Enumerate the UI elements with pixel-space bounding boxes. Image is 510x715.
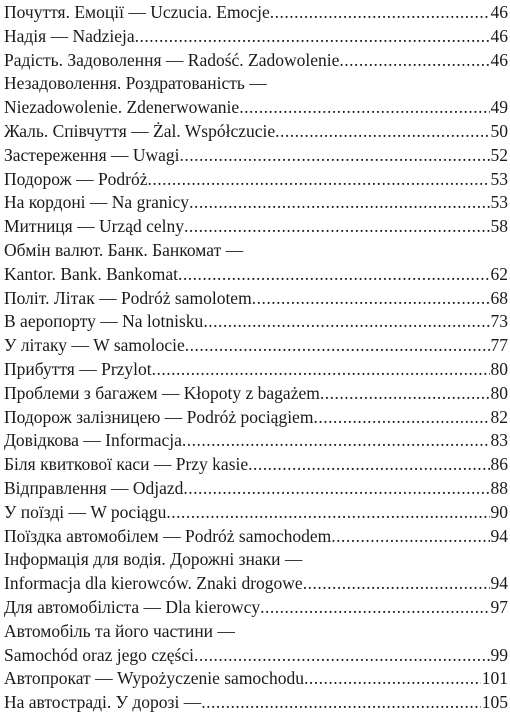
- dot-leader: [331, 525, 489, 549]
- table-of-contents: [4, 1, 508, 715]
- toc-entry-title: Радість. Задоволення — Radość. Zadowolenie: [4, 49, 340, 70]
- toc-page-number: 90: [490, 501, 508, 522]
- dot-leader: [201, 691, 481, 715]
- toc-entry-line: [4, 49, 508, 73]
- toc-page-number: 50: [490, 120, 508, 141]
- toc-page-number: 101: [481, 668, 508, 689]
- toc-page-number: 73: [490, 311, 508, 332]
- toc-page-number: 83: [490, 430, 508, 451]
- toc-entry-line: [4, 667, 508, 691]
- toc-entry-line: [4, 596, 508, 620]
- toc-entry-title: У поїзді — W pociągu: [4, 501, 167, 522]
- toc-entry-line: [4, 239, 508, 263]
- toc-entry-title: Автопрокат — Wypożyczenie samochodu: [4, 668, 304, 689]
- toc-entry-title: Поїздка автомобілем — Podróż samochodem: [4, 525, 332, 546]
- toc-entry-title: Жаль. Співчуття — Żal. Współczucie: [4, 120, 276, 141]
- toc-page-number: 97: [490, 596, 508, 617]
- dot-leader: [152, 358, 490, 382]
- toc-entry-line: [4, 358, 508, 382]
- toc-entry-line: [4, 287, 508, 311]
- toc-page-number: 58: [490, 216, 508, 237]
- toc-entry-title: Застереження — Uwagi: [4, 144, 180, 165]
- dot-leader: [339, 49, 489, 73]
- toc-entry-line: [4, 263, 508, 287]
- dot-leader: [148, 168, 490, 192]
- toc-entry-title: Samochód oraz jego części: [4, 644, 194, 665]
- toc-entry-line: [4, 72, 508, 96]
- toc-page-number: 46: [490, 49, 508, 70]
- toc-page-number: 80: [490, 382, 508, 403]
- toc-page-number: 82: [490, 406, 508, 427]
- toc-entry-line: [4, 572, 508, 596]
- dot-leader: [184, 215, 490, 239]
- toc-entry-title: Прибуття — Przylot: [4, 358, 152, 379]
- toc-entry-line: [4, 144, 508, 168]
- toc-entry-title: В аеропорту — Na lotnisku: [4, 311, 204, 332]
- dot-leader: [252, 287, 490, 311]
- dot-leader: [239, 96, 489, 120]
- dot-leader: [182, 429, 490, 453]
- toc-entry-title: Informacja dla kierowców. Znaki drogowe: [4, 573, 303, 594]
- toc-entry-title: Політ. Літак — Podróż samolotem: [4, 287, 252, 308]
- toc-entry-line: [4, 168, 508, 192]
- toc-entry-line: [4, 25, 508, 49]
- toc-entry-line: [4, 215, 508, 239]
- toc-entry-title: Подорож — Podróż: [4, 168, 148, 189]
- toc-entry-line: [4, 501, 508, 525]
- dot-leader: [260, 596, 489, 620]
- toc-entry-title: Kantor. Bank. Bankomat: [4, 263, 179, 284]
- dot-leader: [203, 310, 489, 334]
- toc-entry-title: У літаку — W samolocie: [4, 335, 185, 356]
- toc-entry-title: Автомобіль та його частини —: [4, 620, 235, 641]
- toc-entry-line: [4, 96, 508, 120]
- toc-page-number: 86: [490, 454, 508, 475]
- dot-leader: [180, 144, 490, 168]
- dot-leader: [303, 572, 490, 596]
- toc-entry-title: Інформація для водія. Дорожні знаки —: [4, 549, 303, 570]
- toc-page-number: 77: [490, 335, 508, 356]
- toc-entry-line: [4, 453, 508, 477]
- toc-page-number: 53: [490, 192, 508, 213]
- toc-entry-line: [4, 120, 508, 144]
- toc-entry-line: [4, 525, 508, 549]
- toc-entry-title: Довідкова — Informacja: [4, 430, 182, 451]
- dot-leader: [135, 25, 490, 49]
- toc-page-number: 94: [490, 573, 508, 594]
- dot-leader: [248, 453, 489, 477]
- toc-entry-line: [4, 429, 508, 453]
- dot-leader: [304, 667, 481, 691]
- dot-leader: [313, 406, 489, 430]
- toc-page-number: 52: [490, 144, 508, 165]
- toc-page-number: 46: [490, 25, 508, 46]
- toc-entry-title: Обмін валют. Банк. Банкомат —: [4, 239, 244, 260]
- toc-page-number: 80: [490, 358, 508, 379]
- toc-page-number: 105: [481, 692, 508, 713]
- toc-page-number: 62: [490, 263, 508, 284]
- toc-entry-line: [4, 1, 508, 25]
- toc-entry-title: Біля квиткової каси — Przy kasie: [4, 454, 249, 475]
- toc-entry-line: [4, 691, 508, 715]
- dot-leader: [185, 334, 490, 358]
- dot-leader: [178, 263, 489, 287]
- toc-entry-title: Проблеми з багажем — Kłopoty z bagażem: [4, 382, 320, 403]
- toc-entry-line: [4, 310, 508, 334]
- toc-entry-title: Незадоволення. Роздратованість —: [4, 73, 267, 94]
- toc-entry-line: [4, 644, 508, 668]
- toc-entry-line: [4, 477, 508, 501]
- toc-page-number: 68: [490, 287, 508, 308]
- dot-leader: [183, 477, 489, 501]
- dot-leader: [166, 501, 489, 525]
- dot-leader: [320, 382, 490, 406]
- toc-entry-title: Niezadowolenie. Zdenerwowanie: [4, 97, 240, 118]
- toc-entry-title: Митниця — Urząd celny: [4, 216, 184, 237]
- toc-page-number: 88: [490, 477, 508, 498]
- toc-page-number: 46: [490, 2, 508, 22]
- toc-entry-line: [4, 548, 508, 572]
- toc-entry-title: На кордоні — Na granicy: [4, 192, 190, 213]
- toc-entry-line: [4, 620, 508, 644]
- toc-entry-title: Надія — Nadzieja: [4, 25, 135, 46]
- toc-entry-title: Подорож залізницею — Podróż pociągiem: [4, 406, 314, 427]
- dot-leader: [194, 644, 490, 668]
- toc-entry-line: [4, 406, 508, 430]
- dot-leader: [189, 191, 489, 215]
- toc-entry-line: [4, 334, 508, 358]
- dot-leader: [275, 120, 489, 144]
- toc-entry-title: На автостраді. У дорозі —: [4, 692, 202, 713]
- toc-page-number: 49: [490, 97, 508, 118]
- toc-entry-title: Почуття. Емоції — Uczucia. Emocje: [4, 2, 270, 22]
- toc-entry-line: [4, 191, 508, 215]
- toc-entry-title: Відправлення — Odjazd: [4, 477, 184, 498]
- toc-entry-line: [4, 382, 508, 406]
- toc-entry-title: Для автомобіліста — Dla kierowcy: [4, 596, 261, 617]
- toc-page-number: 99: [490, 644, 508, 665]
- dot-leader: [270, 1, 490, 25]
- toc-page-number: 53: [490, 168, 508, 189]
- toc-page-number: 94: [490, 525, 508, 546]
